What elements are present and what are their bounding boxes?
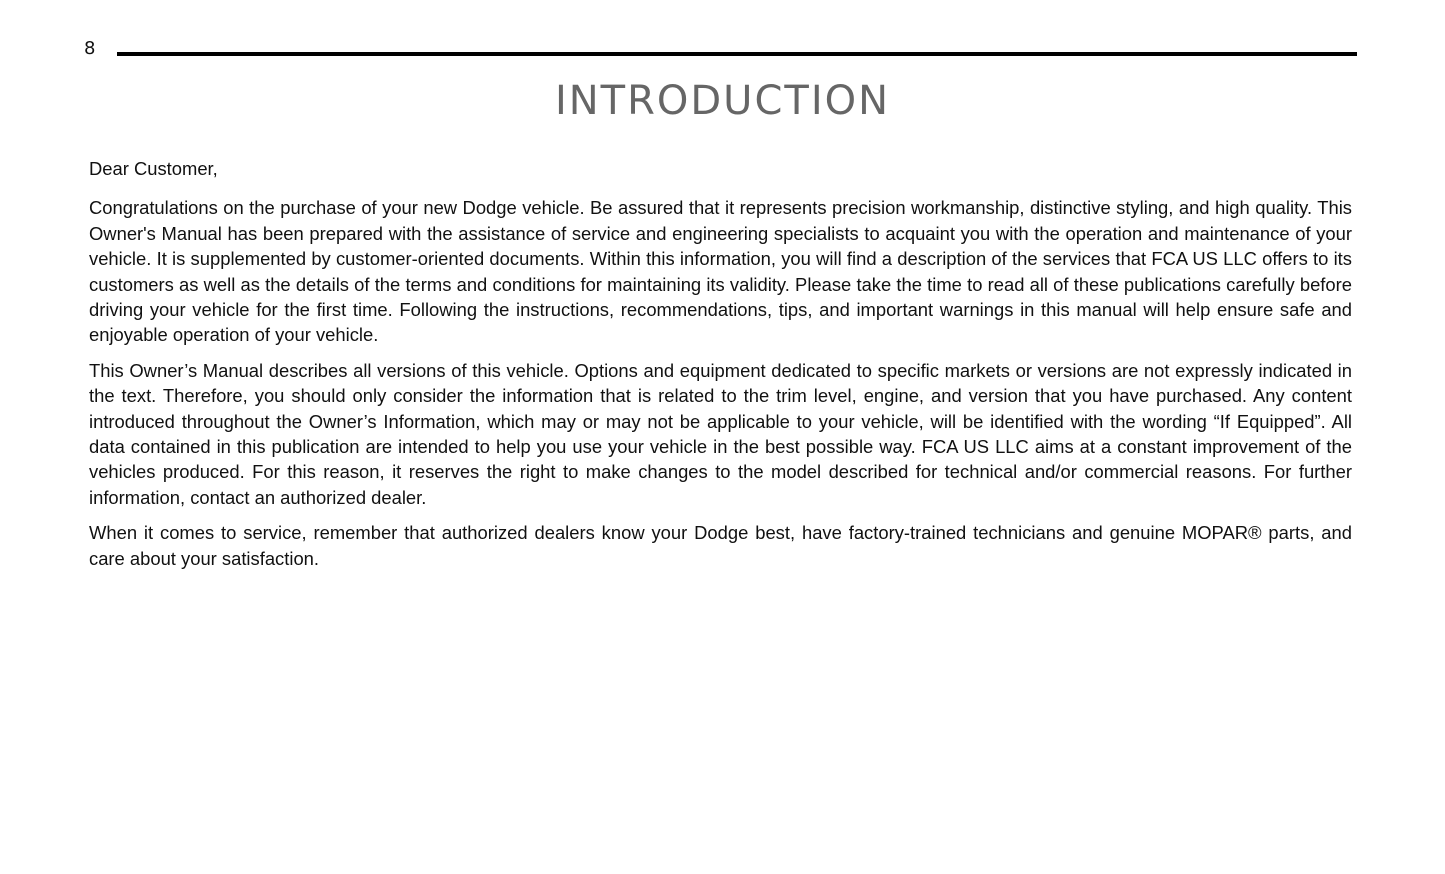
greeting: Dear Customer, <box>89 158 218 179</box>
paragraph-versions: This Owner’s Manual describes all versions of this vehicle. Options and equipment dedicated to specific markets or versions are not expressly indicated in the text. Therefore, you should only consider the information that is related to the trim level, engine, and version that you have purchased. Any content introduced throughout the Owner’s Information, which may or may not be applicable to your vehicle, will be identified with the wording “If Equipped”. All data contained in this publication are intended to help you use your vehicle in the best possible way. FCA US LLC aims at a constant improvement of the vehicles produced. For this reason, it reserves the right to make changes to the model described for technical and/or commercial reasons. For further information, contact an authorized dealer. <box>89 359 1352 508</box>
paragraph-congratulations: Congratulations on the purchase of your new Dodge vehicle. Be assured that it represents precision workmanship, distinctive styling, and high quality. This Owner's Manual has been prepared with the assistance of service and engineering specialists to acquaint you with the operation and maintenance of your vehicle. It is supplemented by customer-oriented documents. Within this information, you will find a description of the services that FCA US LLC offers to its customers as well as the details of the terms and conditions for maintaining its validity. Please take the time to read all of these publications carefully before driving your vehicle for the first time. Following the instructions, recommendations, tips, and important warnings in this manual will help ensure safe and enjoyable operation of your vehicle. <box>89 197 1352 346</box>
page-number: 8 <box>84 38 96 59</box>
section-title: INTRODUCTION <box>554 78 891 124</box>
header-rule <box>117 52 1357 56</box>
paragraph-service: When it comes to service, remember that authorized dealers know your Dodge best, have factory-trained technicians and genuine MOPAR® parts, and care about your satisfaction. <box>89 522 1352 569</box>
page-header <box>0 0 1445 70</box>
document-body <box>89 156 1352 581</box>
